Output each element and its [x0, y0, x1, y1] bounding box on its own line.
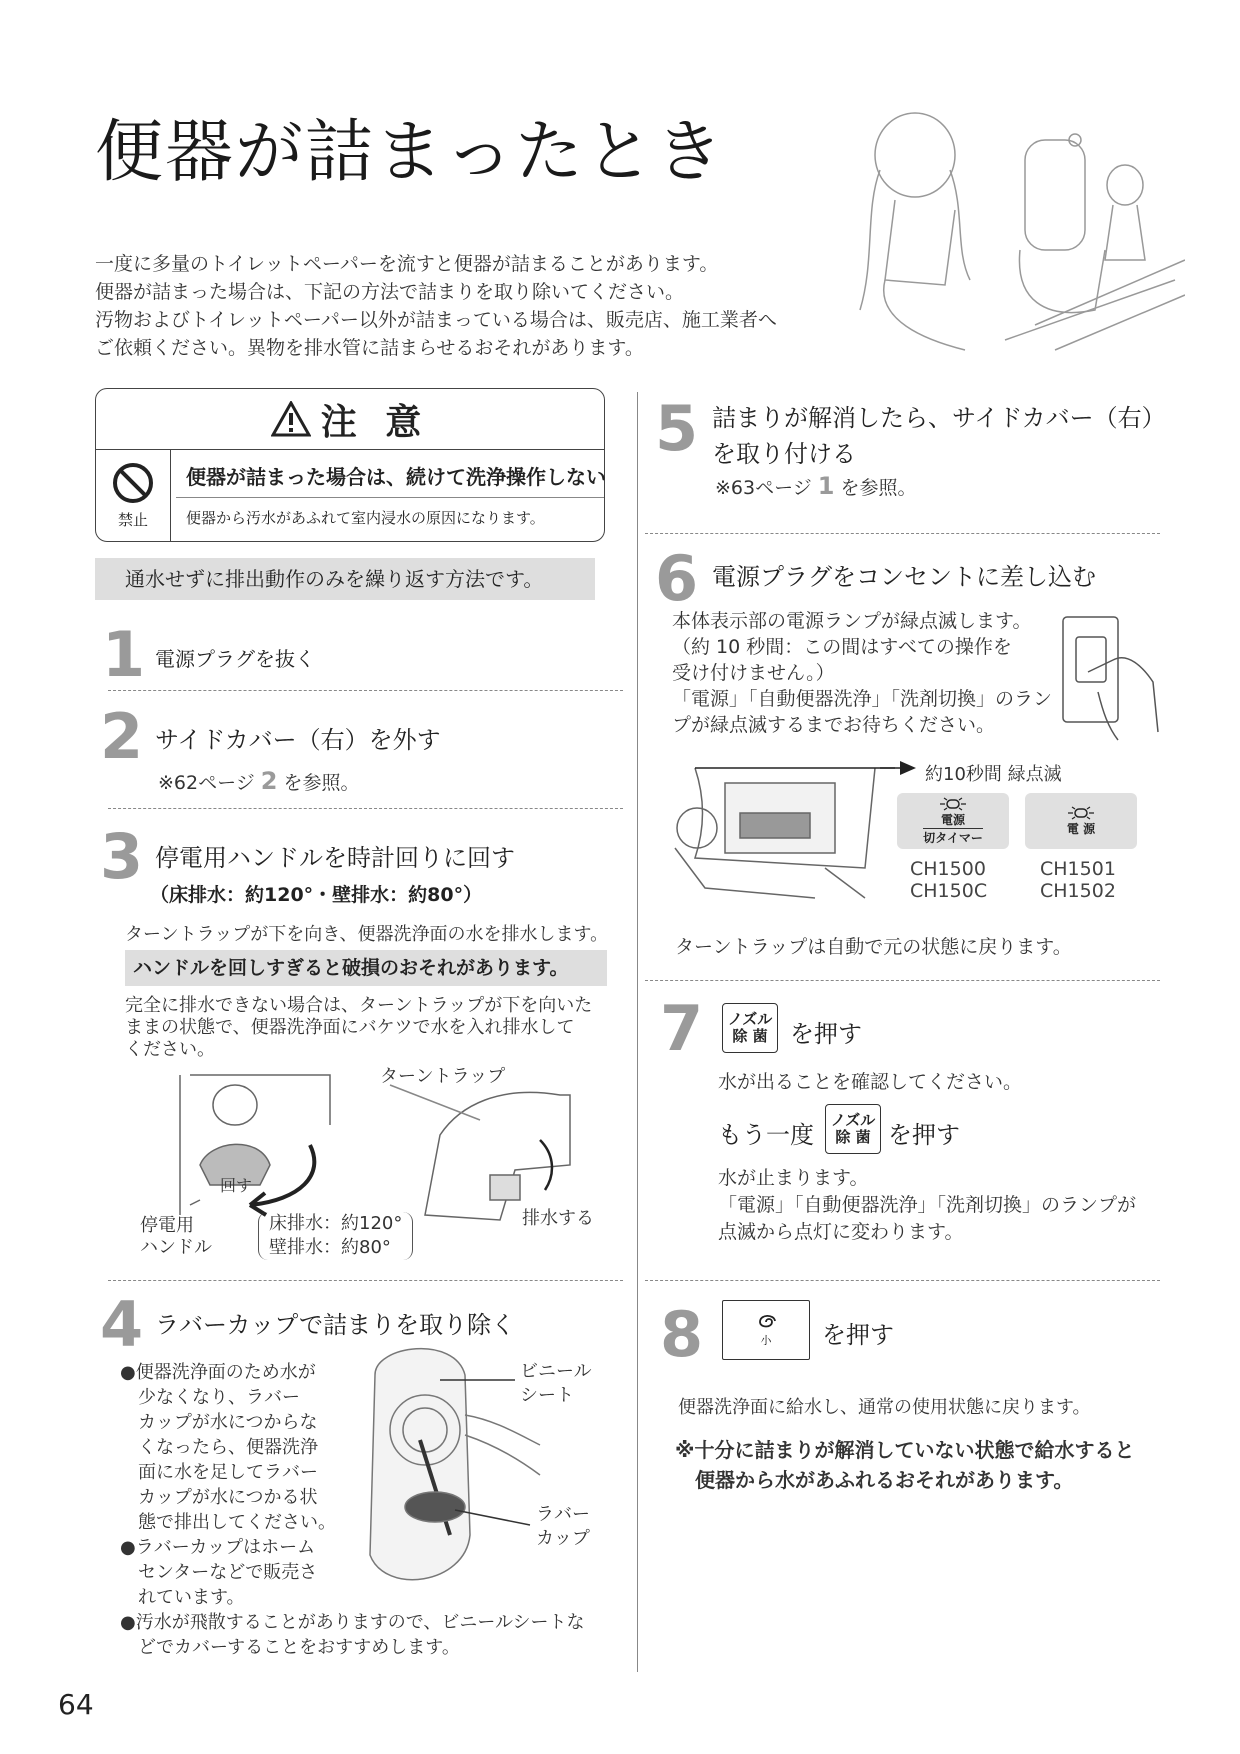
model-list-2 — [1040, 858, 1116, 902]
step-note: ターントラップは自動で元の状態に戻ります。 — [675, 936, 1072, 958]
divider — [645, 1280, 1160, 1281]
step-subheading: （床排水：約120°・壁排水：約80°） — [150, 884, 483, 906]
step-number: 3 — [100, 820, 144, 893]
step-heading: 電源プラグをコンセントに差し込む — [712, 563, 1096, 591]
key-label: 除 菌 — [835, 1128, 871, 1146]
toilet-girls-illustration — [855, 110, 1185, 360]
warning-triangle-icon — [271, 401, 311, 437]
step-description: 便器洗浄面に給水し、通常の使用状態に戻ります。 — [678, 1397, 1091, 1418]
step-heading: ラバーカップで詰まりを取り除く — [155, 1311, 515, 1339]
step-heading: 停電用ハンドルを時計回りに回す — [155, 844, 515, 872]
para-line: 本体表示部の電源ランプが緑点滅します。 — [672, 610, 1032, 632]
method-note: 通水せずに排出動作のみを繰り返す方法です。 — [95, 558, 595, 600]
caution-box — [95, 388, 605, 542]
angle-labels — [258, 1212, 413, 1260]
caution-main-text: 便器が詰まった場合は、続けて洗浄操作しない — [186, 465, 606, 489]
lamp-label: 電源 — [940, 812, 965, 827]
label-line: ビニール — [520, 1361, 592, 1382]
bullet-line: 態で排出してください。 — [138, 1512, 336, 1533]
swirl-icon — [754, 1312, 778, 1332]
label-cup — [536, 1503, 590, 1551]
step-number: 5 — [655, 392, 699, 465]
press-label: を押す — [790, 1020, 862, 1048]
angle-label-wall: 壁排水：約80° — [269, 1237, 391, 1258]
lamp-icon — [938, 797, 968, 811]
bullet-line: カップが水につからな — [138, 1412, 318, 1433]
lamp-label: 電 源 — [1066, 821, 1096, 836]
lamp-label: 切タイマー — [923, 828, 983, 846]
label-line: シート — [520, 1385, 574, 1406]
bullet-line: ラバーカップはホーム — [135, 1537, 316, 1558]
outlet-plug-illustration — [1058, 612, 1160, 742]
prohibition-icon — [111, 461, 155, 505]
toilet-display-illustration — [665, 758, 895, 908]
label-sheet — [520, 1360, 592, 1408]
rubber-cup-illustration — [345, 1335, 545, 1600]
para-line: 「電源」「自動便器洗浄」「洗剤切換」のランプが — [718, 1194, 1137, 1216]
prohibition-cell — [96, 449, 171, 541]
ref-text: ※63ページ — [715, 477, 812, 499]
step-note: 水が出ることを確認してください。 — [718, 1071, 1023, 1093]
flush-small-button[interactable] — [722, 1300, 810, 1360]
step-heading — [712, 400, 1166, 472]
page-reference — [158, 767, 360, 795]
angle-label-floor: 床排水：約120° — [269, 1213, 403, 1234]
label-line: カップ — [536, 1528, 590, 1549]
press-label: を押す — [822, 1321, 894, 1349]
bullet-icon: ● — [120, 1362, 136, 1383]
prohibition-label: 禁止 — [117, 510, 148, 529]
warning-line: ※十分に詰まりが解消していない状態で給水すると — [675, 1438, 1135, 1462]
divider — [645, 980, 1160, 981]
lamp-icon — [1066, 806, 1096, 820]
model-name: CH1500 — [910, 858, 986, 880]
step-paragraph — [125, 995, 592, 1061]
model-name: CH1501 — [1040, 858, 1116, 880]
step-heading-line: を取り付ける — [712, 440, 856, 468]
intro-text — [95, 250, 777, 362]
para-line: 「電源」「自動便器洗浄」「洗剤切換」のラン — [672, 688, 1053, 710]
again-label: もう一度 — [718, 1121, 814, 1149]
divider — [645, 533, 1160, 534]
step-number: 7 — [660, 992, 704, 1065]
step-heading: 電源プラグを抜く — [155, 647, 315, 671]
label-drain: 排水する — [522, 1208, 594, 1229]
para-line: ままの状態で、便器洗浄面にバケツで水を入れ排水して — [125, 1017, 575, 1038]
press-label: を押す — [888, 1121, 960, 1149]
divider — [108, 1280, 623, 1281]
column-divider — [637, 392, 638, 1672]
warning-line: 便器から水があふれるおそれがあります。 — [695, 1468, 1074, 1492]
para-line: 水が止まります。 — [718, 1167, 869, 1189]
page-number: 64 — [58, 1688, 94, 1721]
step-paragraph — [672, 608, 1052, 738]
bullet-line: 汚水が飛散することがありますので、ビニールシートな — [135, 1612, 585, 1633]
nozzle-sterilize-button[interactable] — [722, 1003, 778, 1053]
ref-text: ※62ページ — [158, 772, 255, 794]
caution-sub-text: 便器から汚水があふれて室内浸水の原因になります。 — [186, 509, 545, 527]
blink-label: 約10秒間 緑点滅 — [925, 764, 1062, 785]
step-number: 4 — [100, 1288, 144, 1361]
para-line: 完全に排水できない場合は、ターントラップが下を向いた — [125, 995, 593, 1016]
label-turn: 回す — [220, 1176, 253, 1195]
bullet-line: どでカバーすることをおすすめします。 — [138, 1637, 460, 1658]
label-line: ラバー — [536, 1504, 590, 1525]
warning-band: ハンドルを回しすぎると破損のおそれがあります。 — [125, 950, 607, 986]
label-turntrap: ターントラップ — [380, 1066, 506, 1087]
step-number: 1 — [102, 618, 146, 691]
para-line: プが緑点滅するまでお待ちください。 — [672, 714, 996, 736]
ref-number: 2 — [260, 767, 278, 795]
caution-title: 注 意 — [320, 401, 430, 443]
model-list-1 — [910, 858, 987, 902]
model-name: CH1502 — [1040, 880, 1116, 902]
model-name: CH150C — [910, 880, 988, 902]
bullet-line: センターなどで販売さ — [138, 1562, 318, 1583]
handle-label — [140, 1215, 212, 1259]
intro-line: 一度に多量のトイレットペーパーを流すと便器が詰まることがあります。 — [95, 253, 719, 275]
arrow-right-icon — [880, 760, 920, 776]
bullet-line: 便器洗浄面のため水が — [135, 1362, 316, 1383]
ref-text: を参照。 — [283, 772, 360, 794]
page-title: 便器が詰まったとき — [95, 113, 726, 192]
bullet-line: カップが水につかる状 — [138, 1487, 318, 1508]
divider — [108, 690, 623, 691]
step-paragraph — [718, 1165, 1136, 1246]
power-timer-lamp — [897, 793, 1009, 849]
bullet-icon: ● — [120, 1537, 136, 1558]
step-number: 8 — [660, 1298, 704, 1371]
caution-header — [96, 389, 604, 450]
bullet-line: 少なくなり、ラバー — [138, 1387, 300, 1408]
intro-line: 便器が詰まった場合は、下記の方法で詰まりを取り除いてください。 — [95, 281, 685, 303]
step-number: 6 — [655, 542, 699, 615]
nozzle-sterilize-button[interactable] — [825, 1104, 881, 1154]
caution-divider — [176, 497, 604, 498]
page-reference — [715, 472, 917, 500]
step-heading: サイドカバー（右）を外す — [155, 726, 441, 754]
divider — [108, 808, 623, 809]
intro-line: ご依頼ください。異物を排水管に詰まらせるおそれがあります。 — [95, 337, 644, 359]
step-number: 2 — [100, 700, 144, 773]
key-label: ノズル — [727, 1010, 773, 1028]
bullet-line: くなったら、便器洗浄 — [138, 1437, 318, 1458]
intro-line: 汚物およびトイレットペーパー以外が詰まっている場合は、販売店、施工業者へ — [95, 309, 777, 331]
step-warning — [675, 1435, 1134, 1495]
para-line: （約 10 秒間：この間はすべての操作を — [672, 636, 1012, 658]
key-label: 除 菌 — [732, 1027, 768, 1045]
ref-text: を参照。 — [840, 477, 917, 499]
bullet-icon: ● — [120, 1612, 136, 1633]
key-label: 小 — [760, 1333, 772, 1347]
handle-label-line: ハンドル — [140, 1237, 212, 1258]
para-line: 受け付けません。） — [672, 662, 835, 684]
para-line: ください。 — [125, 1039, 215, 1060]
para-line: 点滅から点灯に変わります。 — [718, 1221, 964, 1243]
step-description: ターントラップが下を向き、便器洗浄面の水を排水します。 — [125, 924, 609, 945]
step-heading-line: 詰まりが解消したら、サイドカバー（右） — [712, 404, 1166, 432]
handle-label-line: 停電用 — [140, 1215, 194, 1236]
bullet-line: れています。 — [138, 1587, 245, 1608]
ref-number: 1 — [817, 472, 835, 500]
power-lamp — [1025, 793, 1137, 849]
bullet-line: 面に水を足してラバー — [138, 1462, 318, 1483]
key-label: ノズル — [830, 1111, 876, 1129]
